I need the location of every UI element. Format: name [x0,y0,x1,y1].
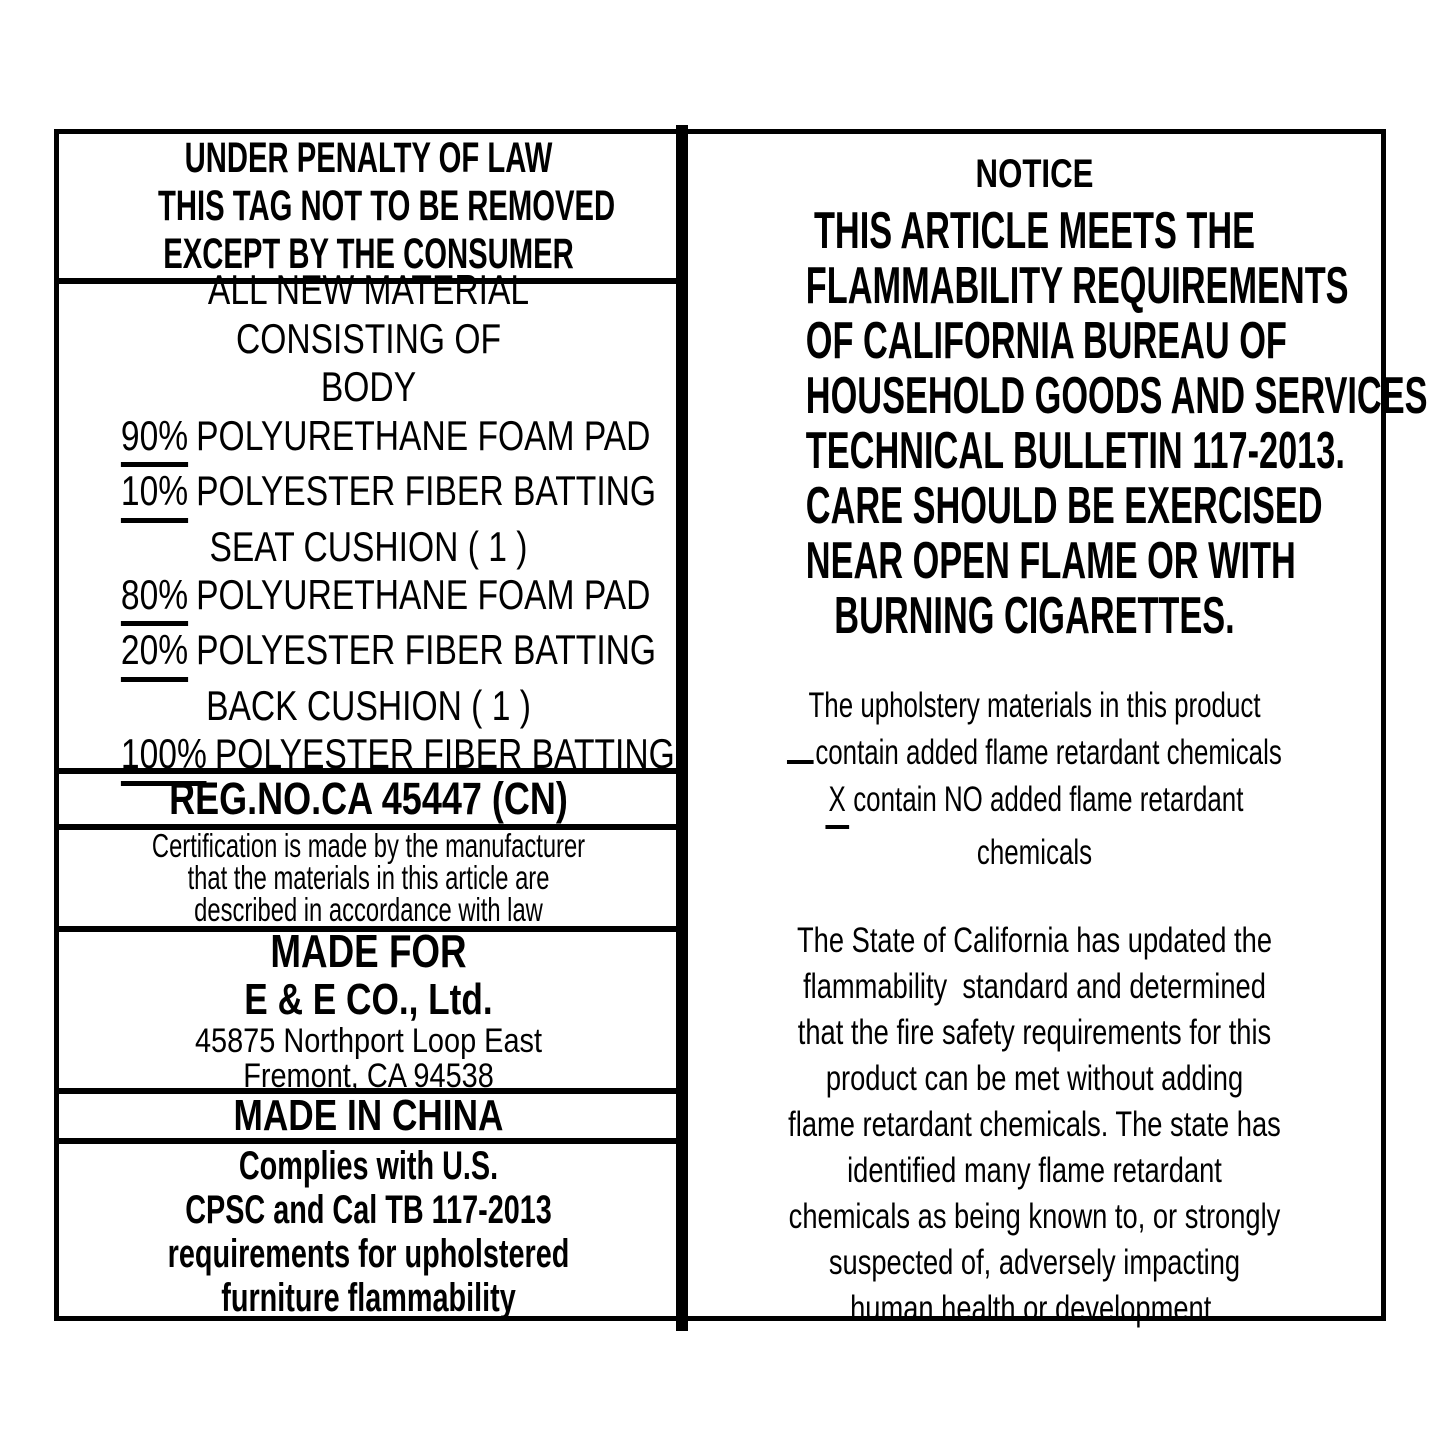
compliance-line: furniture flammability [221,1276,516,1320]
notice-line: OF CALIFORNIA BUREAU OF [805,312,1287,370]
state-paragraph-line: that the fire safety requirements for this [797,1013,1272,1052]
materials-heading-line: BODY [320,363,417,411]
registration-number: REG.NO.CA 45447 (CN) [169,773,568,824]
material-name: POLYESTER FIBER BATTING [214,730,675,778]
compliance-section [59,1144,678,1320]
material-percent: 80% [121,571,188,626]
blank-checkline [787,732,814,764]
notice-title: NOTICE [975,152,1094,196]
materials-heading-line: CONSISTING OF [235,314,502,362]
material-percent: 90% [121,412,188,467]
state-paragraph-line: product can be met without adding [825,1059,1244,1098]
compliance-line: CPSC and Cal TB 117-2013 [185,1188,552,1232]
notice-line: CARE SHOULD BE EXERCISED [805,477,1323,535]
company-name: E & E CO., Ltd. [244,975,493,1024]
state-update-paragraph [688,918,1381,1332]
material-name: POLYESTER FIBER BATTING [196,467,657,515]
state-paragraph-line: identified many flame retardant [847,1151,1222,1190]
notice-statement [688,202,1428,645]
materials-heading-line: ALL NEW MATERIAL [207,266,530,314]
registration-section [59,774,678,830]
compliance-line: requirements for upholstered [167,1232,570,1276]
penalty-line: THIS TAG NOT TO BE REMOVED [158,182,616,230]
flame-retardant-option-unchecked [778,729,1291,776]
company-address-line: Fremont, CA 94538 [243,1057,494,1095]
left-panel [54,129,683,1321]
material-percent: 20% [121,626,188,681]
made-for-title: MADE FOR [270,925,467,977]
x-checkmark: X [826,776,849,829]
state-paragraph-line: flame retardant chemicals. The state has [788,1105,1281,1144]
flame-retardant-intro: The upholstery materials in this product [808,686,1261,725]
penalty-line: UNDER PENALTY OF LAW [184,134,553,182]
notice-line: FLAMMABILITY REQUIREMENTS [805,257,1349,315]
notice-line: BURNING CIGARETTES. [834,587,1235,645]
seat-cushion-heading: SEAT CUSHION ( 1 ) [209,522,528,570]
state-paragraph-line: flammability standard and determined [803,967,1266,1006]
material-item [120,626,657,681]
material-item [120,411,651,467]
material-percent: 100% [121,730,207,785]
state-paragraph-line: human health or development. [850,1289,1219,1328]
flame-retardant-declaration [688,682,1381,876]
notice-line: THIS ARTICLE MEETS THE [813,202,1256,260]
made-for-section [59,925,678,1095]
material-name: POLYESTER FIBER BATTING [196,626,657,674]
company-address-line: 45875 Northport Loop East [194,1022,543,1060]
materials-section [59,266,678,778]
compliance-line: Complies with U.S. [238,1144,499,1188]
certification-line: that the materials in this article are [187,859,550,896]
material-name: POLYURETHANE FOAM PAD [196,570,651,618]
country-of-origin-section [59,1091,678,1144]
state-paragraph-line: suspected of, adversely impacting [828,1243,1241,1282]
certification-line: Certification is made by the manufacturer [151,827,586,864]
notice-line: NEAR OPEN FLAME OR WITH [805,532,1296,590]
certification-section [59,827,678,932]
material-name: POLYURETHANE FOAM PAD [196,411,651,459]
back-cushion-heading: BACK CUSHION ( 1 ) [206,681,531,729]
certification-line: described in accordance with law [194,891,543,928]
state-paragraph-line: The State of California has updated the [796,921,1273,960]
panel-divider [676,125,688,1331]
country-of-origin: MADE IN CHINA [233,1091,504,1140]
right-panel [683,129,1428,1328]
notice-line: TECHNICAL BULLETIN 117-2013. [805,422,1345,480]
material-item [120,467,657,522]
option-text: contain added flame retardant chemicals [815,733,1282,772]
material-item [120,570,651,626]
state-paragraph-line: chemicals as being known to, or strongly [788,1197,1281,1236]
option-text: contain NO added flame retardant [853,780,1244,819]
material-percent: 10% [121,467,188,522]
law-label [54,129,1428,1328]
flame-retardant-option-tail: chemicals [976,833,1093,872]
penalty-line: EXCEPT BY THE CONSUMER [163,230,574,278]
flame-retardant-option-checked [778,776,1291,829]
notice-line: HOUSEHOLD GOODS AND SERVICES [805,367,1428,425]
penalty-section [59,134,678,284]
